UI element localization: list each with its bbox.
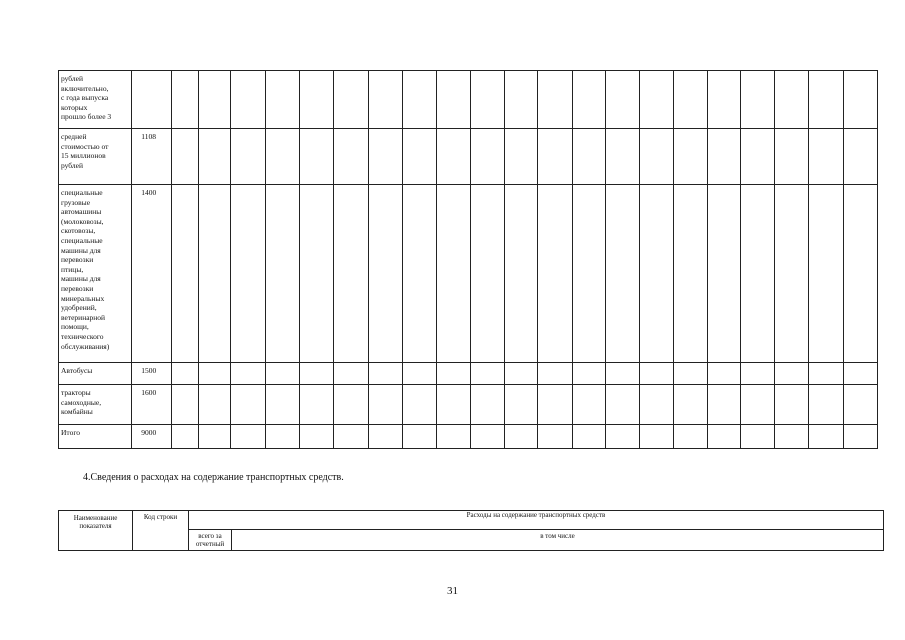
empty-cell (605, 129, 639, 185)
row-name: Автобусы (59, 363, 132, 385)
empty-cell (708, 129, 741, 185)
row-code: 9000 (132, 425, 172, 449)
empty-cell (470, 385, 504, 425)
empty-cell (774, 425, 808, 449)
empty-cell (538, 71, 572, 129)
empty-cell (172, 425, 199, 449)
empty-cell (402, 185, 436, 363)
empty-cell (708, 385, 741, 425)
table-row (59, 71, 878, 129)
empty-cell (198, 425, 230, 449)
table-row (59, 363, 878, 385)
empty-cell (708, 71, 741, 129)
empty-cell (299, 425, 333, 449)
empty-cell (299, 129, 333, 185)
empty-cell (808, 363, 844, 385)
table-row (59, 185, 878, 363)
empty-cell (640, 71, 673, 129)
empty-cell (437, 363, 470, 385)
empty-cell (572, 385, 605, 425)
row-name: Итого (59, 425, 132, 449)
empty-cell (504, 363, 537, 385)
empty-cell (402, 425, 436, 449)
empty-cell (538, 363, 572, 385)
empty-cell (774, 185, 808, 363)
row-code (132, 71, 172, 129)
empty-cell (266, 363, 299, 385)
empty-cell (741, 425, 774, 449)
row-name: тракторы самоходные, комбайны (59, 385, 132, 425)
empty-cell (808, 425, 844, 449)
empty-cell (402, 385, 436, 425)
header-indicator-name: Наименование показателя (59, 511, 133, 551)
empty-cell (844, 71, 878, 129)
empty-cell (538, 425, 572, 449)
empty-cell (844, 425, 878, 449)
empty-cell (673, 425, 707, 449)
empty-cell (844, 129, 878, 185)
empty-cell (334, 129, 368, 185)
empty-cell (504, 385, 537, 425)
empty-cell (741, 385, 774, 425)
empty-cell (640, 129, 673, 185)
empty-cell (198, 71, 230, 129)
empty-cell (572, 71, 605, 129)
header-expenses: Расходы на содержание транспортных средств (189, 511, 884, 530)
empty-cell (368, 385, 402, 425)
empty-cell (368, 185, 402, 363)
empty-cell (673, 363, 707, 385)
empty-cell (334, 385, 368, 425)
empty-cell (504, 185, 537, 363)
empty-cell (808, 185, 844, 363)
empty-cell (504, 425, 537, 449)
empty-cell (708, 185, 741, 363)
row-name: рублей включительно, с года выпуска которых прошло более 3 (59, 71, 132, 129)
empty-cell (640, 425, 673, 449)
header-including: в том числе (232, 530, 884, 551)
empty-cell (266, 185, 299, 363)
empty-cell (334, 71, 368, 129)
section-4-title: 4.Сведения о расходах на содержание транспортных средств. (83, 472, 344, 483)
empty-cell (470, 185, 504, 363)
empty-cell (538, 385, 572, 425)
empty-cell (437, 71, 470, 129)
empty-cell (230, 129, 266, 185)
empty-cell (172, 385, 199, 425)
empty-cell (299, 71, 333, 129)
empty-cell (437, 425, 470, 449)
empty-cell (572, 363, 605, 385)
empty-cell (673, 129, 707, 185)
empty-cell (538, 185, 572, 363)
empty-cell (266, 425, 299, 449)
empty-cell (368, 129, 402, 185)
empty-cell (230, 363, 266, 385)
empty-cell (741, 185, 774, 363)
row-code: 1500 (132, 363, 172, 385)
empty-cell (504, 129, 537, 185)
empty-cell (708, 425, 741, 449)
empty-cell (198, 185, 230, 363)
empty-cell (172, 129, 199, 185)
empty-cell (538, 129, 572, 185)
empty-cell (299, 385, 333, 425)
header-row-code: Код строки (133, 511, 189, 551)
table-row (59, 129, 878, 185)
empty-cell (198, 385, 230, 425)
empty-cell (172, 363, 199, 385)
empty-cell (266, 71, 299, 129)
empty-cell (741, 363, 774, 385)
table-row (59, 385, 878, 425)
empty-cell (640, 363, 673, 385)
empty-cell (266, 129, 299, 185)
empty-cell (230, 385, 266, 425)
empty-cell (230, 425, 266, 449)
empty-cell (172, 71, 199, 129)
empty-cell (504, 71, 537, 129)
row-code: 1400 (132, 185, 172, 363)
empty-cell (774, 363, 808, 385)
empty-cell (741, 129, 774, 185)
empty-cell (198, 129, 230, 185)
empty-cell (605, 185, 639, 363)
empty-cell (844, 363, 878, 385)
empty-cell (572, 129, 605, 185)
empty-cell (774, 71, 808, 129)
empty-cell (741, 71, 774, 129)
empty-cell (230, 185, 266, 363)
empty-cell (774, 385, 808, 425)
empty-cell (605, 71, 639, 129)
expenses-table (58, 510, 884, 551)
empty-cell (808, 129, 844, 185)
row-name: специальные грузовые автомашины (молоковозы, скотовозы, специальные машины для перевозки птицы, машины для перевозки минеральных удобрений, ветеринарной помощи, технического обслуживания) (59, 185, 132, 363)
empty-cell (470, 71, 504, 129)
empty-cell (808, 385, 844, 425)
empty-cell (334, 185, 368, 363)
empty-cell (605, 425, 639, 449)
empty-cell (437, 129, 470, 185)
empty-cell (437, 385, 470, 425)
empty-cell (230, 71, 266, 129)
empty-cell (640, 185, 673, 363)
empty-cell (708, 363, 741, 385)
vehicle-data-table (58, 70, 878, 449)
empty-cell (368, 363, 402, 385)
empty-cell (572, 425, 605, 449)
empty-cell (844, 185, 878, 363)
empty-cell (605, 385, 639, 425)
header-total-period: всего за отчетный (189, 530, 232, 551)
empty-cell (334, 425, 368, 449)
empty-cell (808, 71, 844, 129)
empty-cell (334, 363, 368, 385)
empty-cell (402, 71, 436, 129)
empty-cell (640, 385, 673, 425)
empty-cell (673, 71, 707, 129)
empty-cell (572, 185, 605, 363)
empty-cell (844, 385, 878, 425)
empty-cell (402, 363, 436, 385)
empty-cell (172, 185, 199, 363)
empty-cell (470, 129, 504, 185)
empty-cell (774, 129, 808, 185)
empty-cell (673, 385, 707, 425)
empty-cell (299, 185, 333, 363)
empty-cell (673, 185, 707, 363)
empty-cell (402, 129, 436, 185)
empty-cell (368, 71, 402, 129)
empty-cell (605, 363, 639, 385)
table-row (59, 425, 878, 449)
row-name: средней стоимостью от 15 миллионов рублей (59, 129, 132, 185)
empty-cell (470, 363, 504, 385)
empty-cell (437, 185, 470, 363)
empty-cell (470, 425, 504, 449)
page-number: 31 (447, 585, 458, 597)
empty-cell (299, 363, 333, 385)
row-code: 1108 (132, 129, 172, 185)
empty-cell (266, 385, 299, 425)
empty-cell (368, 425, 402, 449)
row-code: 1600 (132, 385, 172, 425)
empty-cell (198, 363, 230, 385)
